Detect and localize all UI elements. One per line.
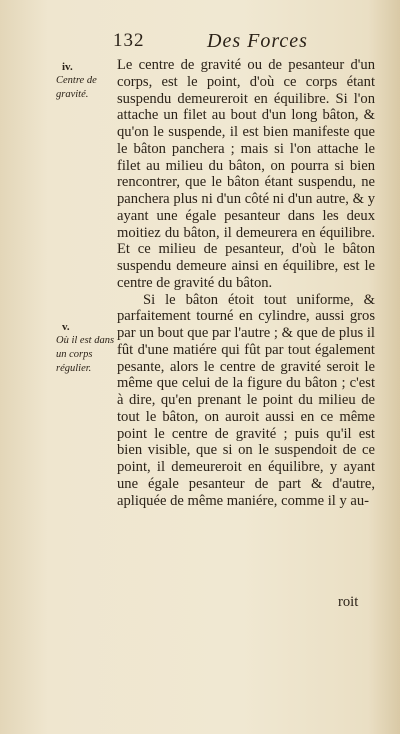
margin-note-text: Où il est dans un corps régulier.	[56, 335, 115, 374]
body-text	[117, 57, 375, 509]
margin-note-text: Centre de gravité.	[56, 75, 97, 100]
paragraph: Le centre de gravité ou de pesanteur d'un corps, est le point, d'où ce corps étant suspendu demeureroit en équilibre. Si l'on attache un filet au bout d'un long bâton, & qu'on le suspende, il est bien manifeste que le bâton panchera ; mais si l'on attache le filet au milieu du bâton, on pourra si bien rencontrer, que le bâton étant suspendu, ne panchera plus ni d'un côté ni d'un autre, & y ayant une égale pesanteur dans les deux moitiez du bâton, il demeurera en équilibre. Et ce milieu de pesanteur, d'où le bâton suspendu demeure ainsi en équilibre, est le centre de gravité du bâton.	[117, 57, 375, 291]
margin-note-corps-regulier	[56, 320, 118, 376]
running-title: Des Forces	[207, 30, 308, 52]
margin-note-centre-de-gravite	[56, 60, 118, 102]
page-header	[0, 30, 400, 54]
paragraph: Si le bâton étoit tout uniforme, & parfaitement tourné en cylindre, aussi gros par un bout que par l'autre ; & que de plus il fût d'une matiére qui fût par tout également pesante, alors le centre de gravité seroit le même que celui de la figure du bâton ; c'est à dire, qu'en prenant le point du milieu de tout le bâton, on auroit aussi en ce même point le centre de gravité ; puis qu'il est bien visible, que si on le suspendoit de ce point, il demeureroit en équilibre, y ayant une égale pesanteur de part & d'autre, apliquée de même maniére, comme il y au-	[117, 291, 375, 509]
margin-note-number: v.	[62, 321, 70, 333]
catchword: roit	[338, 594, 359, 610]
margin-note-number: iv.	[62, 61, 73, 73]
page-number: 132	[113, 30, 145, 51]
